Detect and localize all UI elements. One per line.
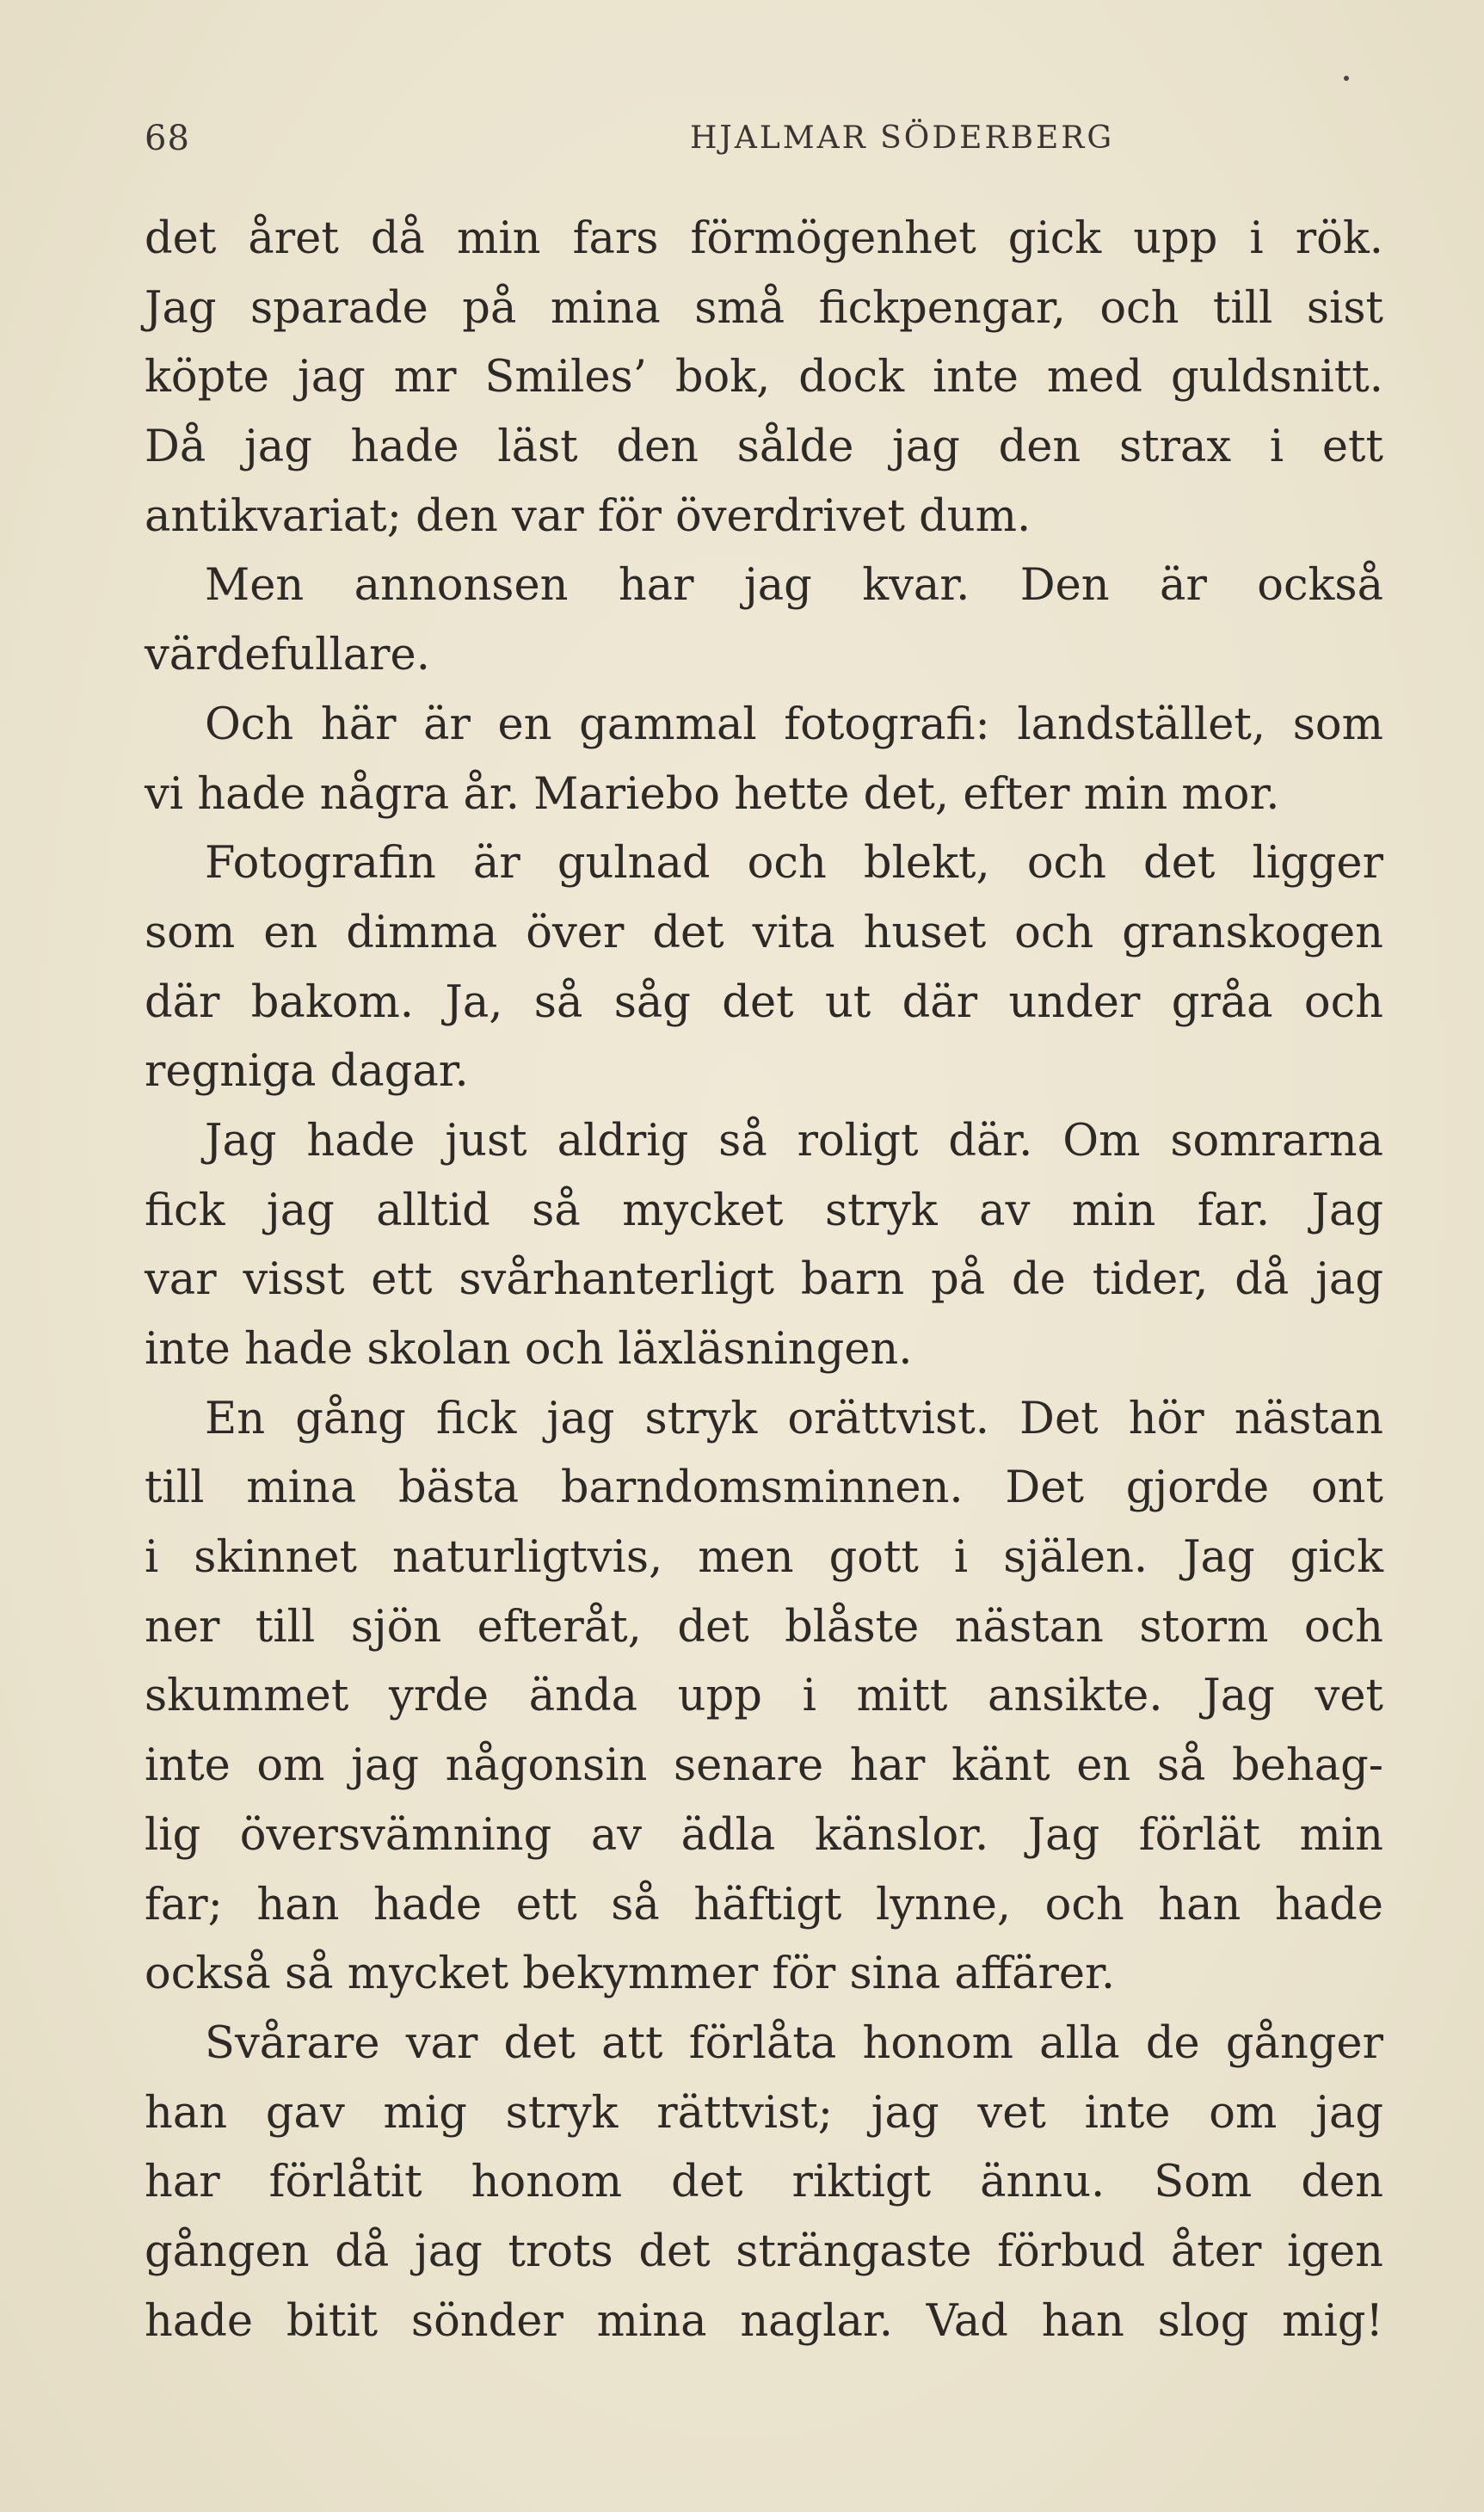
text-line: inte hade skolan och läxläsningen. xyxy=(145,1324,913,1375)
text-line: var visst ett svårhanterligt barn på de tider, då jag xyxy=(145,1254,1383,1306)
text-line: Och här är en gammal fotografi: landstället, som xyxy=(205,699,1383,750)
text-line: till mina bästa barndomsminnen. Det gjorde ont xyxy=(145,1462,1383,1514)
text-line: En gång fick jag stryk orättvist. Det hör nästan xyxy=(205,1393,1383,1444)
body-text xyxy=(145,205,1383,2356)
text-line: skummet yrde ända upp i mitt ansikte. Jag vet xyxy=(145,1671,1383,1722)
text-line: lig översvämning av ädla känslor. Jag förlät min xyxy=(145,1809,1383,1861)
text-line: Jag hade just aldrig så roligt där. Om somrarna xyxy=(205,1115,1383,1167)
text-line: köpte jag mr Smiles’ bok, dock inte med guldsnitt. xyxy=(145,352,1383,403)
page-number: 68 xyxy=(145,119,190,158)
text-line: har förlåtit honom det riktigt ännu. Som den xyxy=(145,2157,1383,2208)
text-line: där bakom. Ja, så såg det ut där under gråa och xyxy=(145,976,1383,1028)
text-line: vi hade några år. Mariebo hette det, efter min mor. xyxy=(145,768,1280,820)
text-line: Då jag hade läst den sålde jag den strax i ett xyxy=(145,422,1383,473)
text-line: Fotografin är gulnad och blekt, och det ligger xyxy=(205,838,1383,890)
text-line: inte om jag någonsin senare har känt en så behag- xyxy=(145,1740,1383,1792)
text-line: i skinnet naturligtvis, men gott i själen. Jag gick xyxy=(145,1532,1383,1584)
page-header xyxy=(145,119,1383,170)
text-line: fick jag alltid så mycket stryk av min far. Jag xyxy=(145,1185,1383,1236)
running-head: HJALMAR SÖDERBERG xyxy=(690,120,1115,156)
text-line: värdefullare. xyxy=(145,630,430,681)
text-line: Svårare var det att förlåta honom alla de gånger xyxy=(205,2017,1383,2069)
text-line: han gav mig stryk rättvist; jag vet inte om jag xyxy=(145,2087,1383,2139)
text-line: ner till sjön efteråt, det blåste nästan storm och xyxy=(145,1601,1383,1653)
text-line: Men annonsen har jag kvar. Den är också xyxy=(205,560,1383,612)
text-line: regniga dagar. xyxy=(145,1046,469,1098)
text-line: far; han hade ett så häftigt lynne, och han hade xyxy=(145,1879,1383,1930)
text-line: också så mycket bekymmer för sina affärer. xyxy=(145,1949,1116,2000)
text-line: som en dimma över det vita huset och granskogen xyxy=(145,907,1383,958)
text-line: antikvariat; den var för överdrivet dum. xyxy=(145,490,1031,542)
text-line: gången då jag trots det strängaste förbud åter igen xyxy=(145,2226,1383,2277)
print-speck xyxy=(1344,76,1349,81)
text-line: hade bitit sönder mina naglar. Vad han slog mig! xyxy=(145,2295,1383,2347)
text-line: Jag sparade på mina små fickpengar, och till sist xyxy=(145,282,1383,334)
text-line: det året då min fars förmögenhet gick upp i rök. xyxy=(145,213,1383,264)
